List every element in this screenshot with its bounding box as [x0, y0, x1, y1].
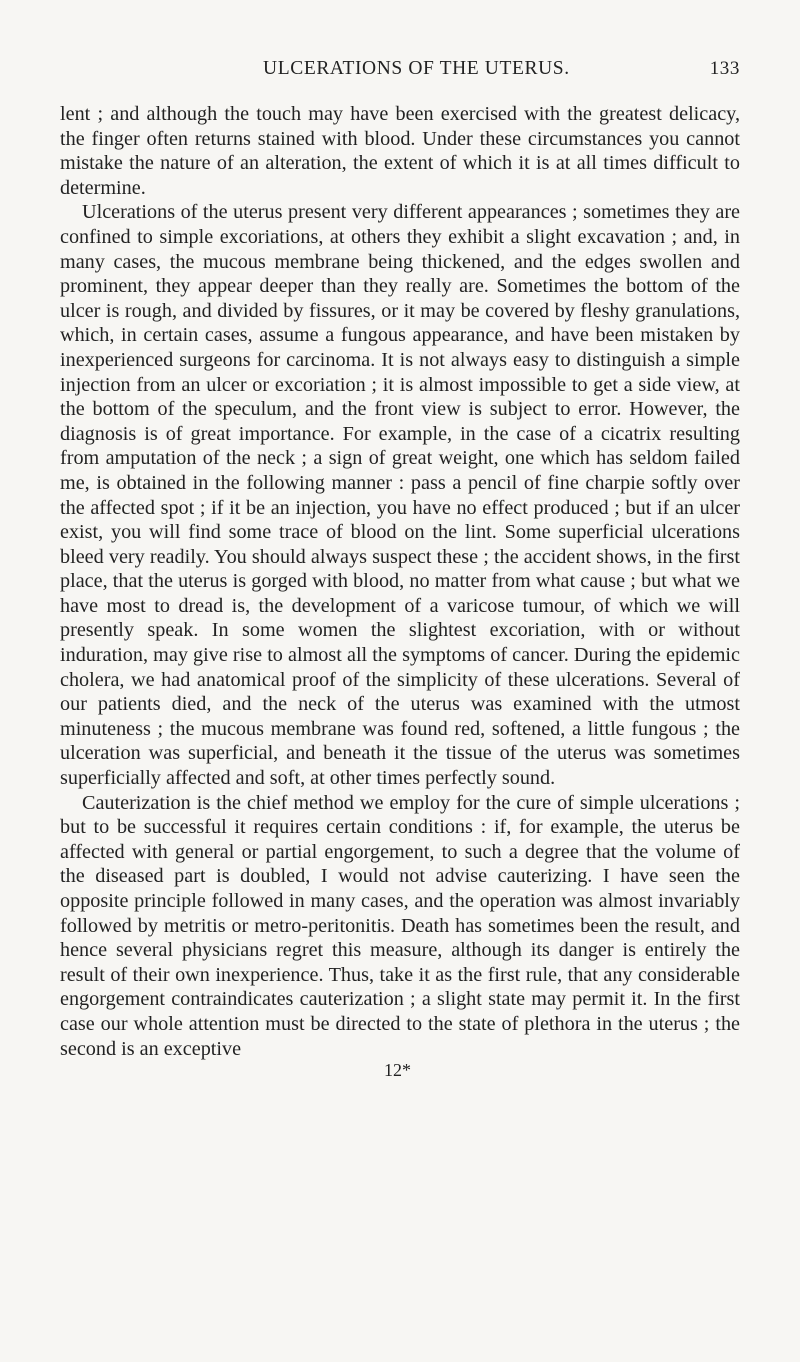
page-number: 133: [709, 58, 740, 79]
body-text: [60, 102, 740, 1061]
running-head: [60, 58, 740, 88]
signature-mark: 12*: [384, 1060, 411, 1081]
paragraph-ulceration-appearances: Ulcerations of the uterus present very different appearances ; sometimes they are confined to simple excoriations, at others they exhibit a slight excavation ; and, in many cases, the mucous membrane being thickened, and the edges swollen and prominent, they appear deeper than they really are. Sometimes the bottom of the ulcer is rough, and divided by fissures, or it may be covered by fleshy granulations, which, in certain cases, assume a fungous appearance, and have been mistaken by inexperienced surgeons for carcinoma. It is not always easy to distinguish a simple injection from an ulcer or excoriation ; it is almost impossible to get a side view, at the bottom of the speculum, and the front view is subject to error. However, the diagnosis is of great importance. For example, in the case of a cicatrix resulting from amputation of the neck ; a sign of great weight, one which has seldom failed me, is obtained in the following manner : pass a pencil of fine charpie softly over the affected spot ; if it be an injection, you have no effect produced ; but if an ulcer exist, you will find some trace of blood on the lint. Some superficial ulcerations bleed very readily. You should always suspect these ; the accident shows, in the first place, that the uterus is gorged with blood, no matter from what cause ; but what we have most to dread is, the development of a varicose tumour, of which we will presently speak. In some women the slightest excoriation, with or without induration, may give rise to almost all the symptoms of cancer. During the epidemic cholera, we had anatomical proof of the simplicity of these ulcerations. Several of our patients died, and the neck of the uterus was examined with the utmost minuteness ; the mucous membrane was found red, softened, a little fungous ; the ulceration was superficial, and beneath it the tissue of the uterus was sometimes superficially affected and soft, at other times perfectly sound.: [60, 201, 740, 790]
paragraph-cauterization: Cauterization is the chief method we employ for the cure of simple ulcerations ; but to be successful it requires certain conditions : if, for example, the uterus be affected with general or partial engorgement, to such a degree that the volume of the diseased part is doubled, I would not advise cauterizing. I have seen the opposite principle followed in many cases, and the operation was almost invariably followed by metritis or metro-peritonitis. Death has sometimes been the result, and hence several physicians regret this measure, although its danger is entirely the result of their own inexperience. Thus, take it as the first rule, that any considerable engorgement contraindicates cauterization ; a slight state may permit it. In the first case our whole attention must be directed to the state of plethora in the uterus ; the second is an exceptive: [60, 791, 740, 1060]
running-title: ULCERATIONS OF THE UTERUS.: [263, 58, 570, 79]
paragraph-continued: lent ; and although the touch may have been exercised with the greatest delicacy, the finger often returns stained with blood. Under these circumstances you cannot mistake the nature of an alteration, the extent of which it is at all times difficult to determine.: [60, 103, 740, 199]
